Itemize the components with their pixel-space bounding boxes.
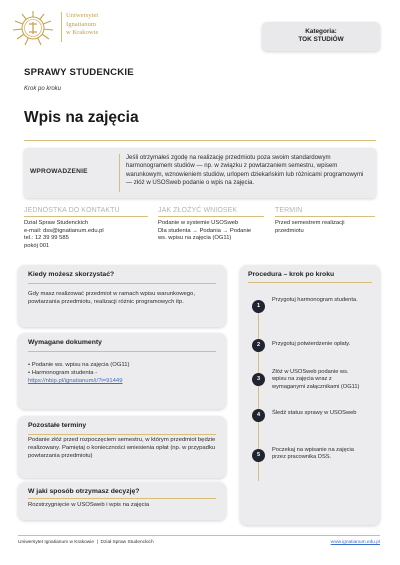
decision-text: Rozstrzygnięcie w USOSweb i wpis na zajęcia — [28, 502, 150, 508]
deadline-info — [275, 205, 375, 259]
how-to-apply-info — [158, 205, 264, 259]
deadline-heading: TERMIN — [275, 207, 303, 214]
deadline-line-1: Przed semestrem realizacji — [275, 220, 345, 226]
footer-text: Uniwersytet Ignatianum w Krakowie | Dział Spraw Studenckich — [18, 540, 154, 545]
contact-info — [24, 205, 150, 259]
university-name — [66, 12, 98, 38]
step-3-number: 3 — [252, 373, 265, 386]
harmonogram-link[interactable]: https://nbip.pl/ignatianum/i/?i=91449 — [28, 377, 123, 384]
step-4-number: 4 — [252, 409, 265, 422]
document-item-2: • Harmonogram studenta - — [28, 369, 98, 376]
when-divider — [28, 283, 216, 284]
step-4-text: Śledź status sprawy w USOSweb — [272, 410, 357, 416]
university-name-line-1: Uniwersytet — [66, 12, 99, 19]
other-deadlines-text: Podanie złóż przed rozpoczęciem semestru, w którym przedmiot będzie realizowany. Pamiętaj o konieczności wniesienia opłat (np. w przypadku powtarzania przedmiotu) — [28, 437, 216, 459]
document-item-2-text: Harmonogram studenta - — [31, 369, 98, 376]
university-logo-emblem — [10, 9, 56, 47]
step-2-number: 2 — [252, 339, 265, 352]
document-link-row — [28, 378, 216, 386]
other-deadlines-divider — [28, 434, 216, 435]
university-name-line-3: w Krakowie — [66, 29, 99, 37]
decision-title: W jaki sposób otrzymasz decyzję? — [28, 488, 140, 495]
step-5-text: Poczekaj na wpisanie na zajęcia przez pracownika DSS. — [272, 447, 354, 461]
procedure-card — [240, 265, 380, 525]
document-item-1: • Podanie ws. wpisu na zajęcia (OG11) — [28, 362, 130, 368]
intro-accent-bar — [119, 154, 120, 192]
other-deadlines-title: Pozostałe terminy — [28, 422, 87, 429]
how-heading: JAK ZŁOŻYĆ WNIOSEK — [158, 207, 238, 214]
procedure-title: Procedura – krok po kroku — [248, 271, 335, 278]
when-title: Kiedy możesz skorzystać? — [28, 271, 115, 278]
section-label: SPRAWY STUDENCKIE — [24, 67, 134, 78]
other-deadlines-card — [18, 416, 226, 478]
documents-divider — [28, 351, 216, 352]
step-3-text: Złóż w USOSweb podanie ws. wpisu na zajęcia wraz z wymaganymi załącznikami (OG11) — [272, 369, 360, 390]
category-label: Kategoria: — [305, 28, 337, 35]
step-5-number: 5 — [252, 449, 265, 462]
contact-email[interactable]: e-mail: dss@ignatianum.edu.pl — [24, 227, 104, 234]
contact-room: pokój 001 — [24, 242, 50, 249]
deadline-divider — [275, 216, 375, 217]
document-item-1-text: Podanie ws. wpisu na zajęcia (OG11) — [31, 362, 130, 368]
contact-phone: tel.: 12 39 99 585 — [24, 235, 69, 242]
when-text: Gdy masz realizować przedmiot w ramach wpisu warunkowego, powtarzania przedmiotu, realizacji różnic programowych itp. — [28, 291, 195, 305]
step-1-text: Przygotuj harmonogram studenta. — [272, 297, 358, 303]
page-subtitle: Krok po kroku — [24, 86, 62, 92]
contact-heading: JEDNOSTKA DO KONTAKTU — [24, 207, 120, 214]
intro-label: WPROWADZENIE — [30, 168, 88, 175]
contact-divider — [24, 216, 148, 217]
intro-box — [24, 148, 376, 198]
decision-card — [18, 482, 226, 520]
intro-text: Jeśli otrzymałeś zgodę na realizację przedmiotu poza swoim standardowym harmonogramem studiów — np. w związku z powtarzaniem semestru, wpisem warunkowym, wznowieniem studiów, urlopem dziekańskim lub różnicami programowymi — złóż w USOSweb podanie o wpis na zajęcia. — [126, 154, 364, 186]
documents-card — [18, 333, 226, 409]
category-value: TOK STUDIÓW — [298, 36, 344, 44]
page-title: Wpis na zajęcia — [24, 109, 139, 126]
documents-list — [28, 362, 216, 386]
contact-details — [24, 220, 104, 250]
procedure-divider — [248, 282, 372, 283]
step-1-number: 1 — [252, 300, 265, 313]
contact-unit: Dział Spraw Studenckich — [24, 220, 89, 226]
documents-title: Wymagane dokumenty — [28, 339, 102, 346]
decision-divider — [28, 498, 216, 499]
title-divider — [24, 140, 376, 141]
university-name-line-2: Ignatianum — [66, 20, 97, 28]
deadline-details — [275, 220, 345, 235]
how-line-1: Podanie w systemie USOSweb — [158, 220, 239, 226]
footer-divider — [18, 535, 380, 536]
deadline-line-2: przedmiotu — [275, 227, 304, 234]
how-divider — [158, 216, 264, 217]
logo-divider — [61, 12, 62, 42]
when-card — [18, 265, 226, 327]
step-2-text: Przygotuj potwierdzenie opłaty. — [272, 341, 351, 347]
footer-website-link[interactable]: www.ignatianum.edu.pl — [330, 540, 380, 545]
category-box — [262, 22, 380, 51]
how-line-3: ws. wpisu na zajęcia (OG11) — [158, 235, 232, 242]
how-details — [158, 220, 251, 243]
how-line-2: Dla studenta → Podania → Podanie — [158, 227, 252, 234]
